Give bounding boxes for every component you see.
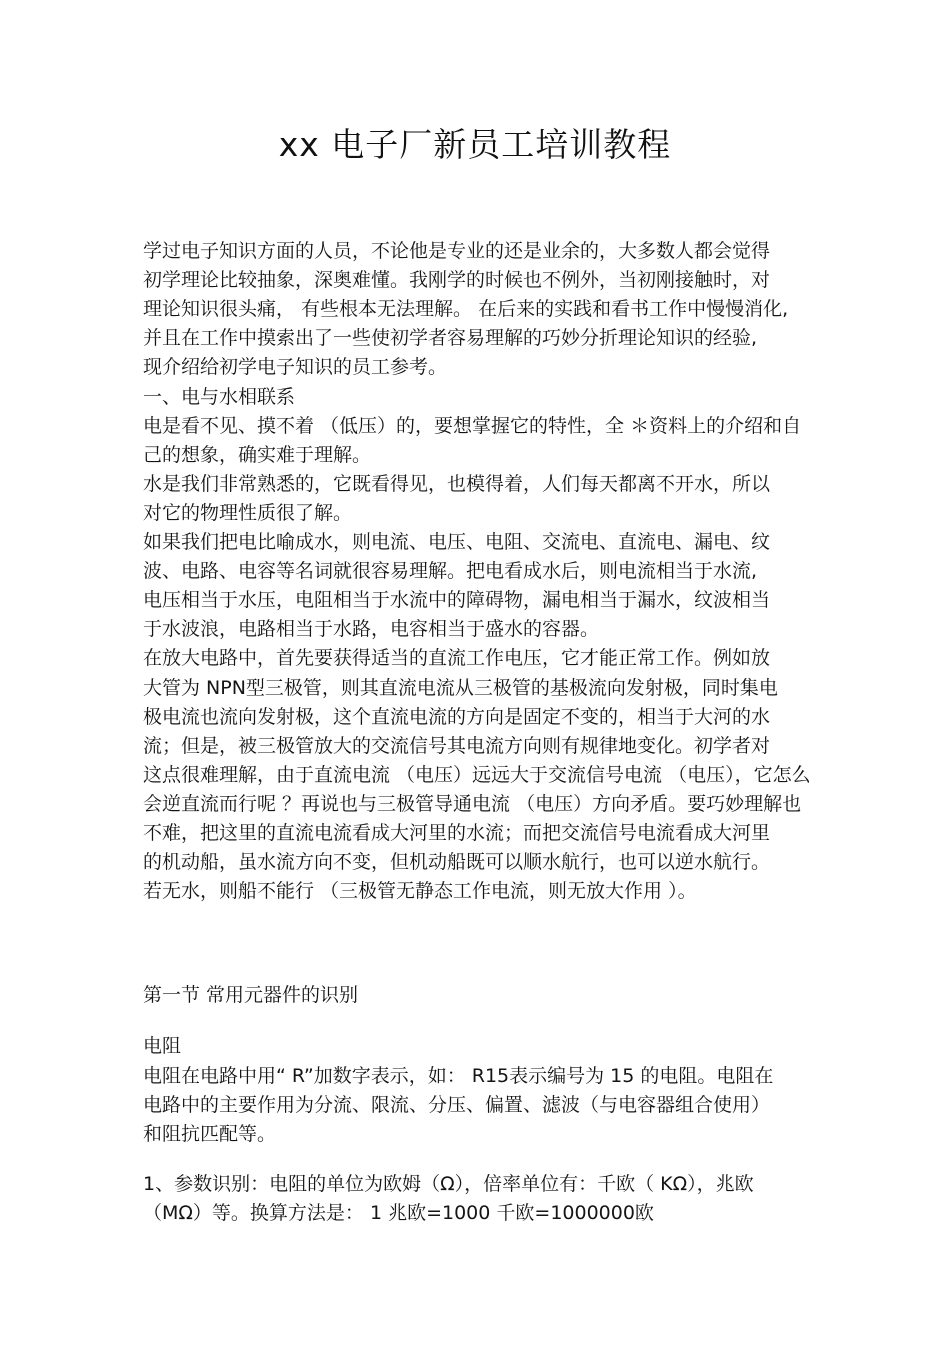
paragraph-line: 于水波浪，电路相当于水路，电容相当于盛水的容器。 <box>143 618 600 641</box>
paragraph-line: 和阻抗匹配等。 <box>143 1123 277 1145</box>
paragraph-line: 流；但是，被三极管放大的交流信号其电流方向则有规律地变化。初学者对 <box>143 734 771 757</box>
paragraph-line: 会逆直流而行呢 ？再说也与三极管导通电流 （电压）方向矛盾。要巧妙理解也 <box>143 792 802 815</box>
paragraph-line: 电路中的主要作用为分流、限流、分压、偏置、滤波（与电容器组合使用） <box>143 1094 771 1116</box>
paragraph-line: 电是看不见、摸不着 （低压）的，要想掌握它的特性，全 ＊资料上的介绍和自 <box>143 414 802 437</box>
paragraph-line: 1、参数识别：电阻的单位为欧姆（Ω），倍率单位有：千欧（ KΩ），兆欧 <box>143 1173 754 1195</box>
paragraph-line: 水是我们非常熟悉的，它既看得见，也模得着，人们每天都离不开水，所以 <box>143 472 771 495</box>
paragraph-line: 一、电与水相联系 <box>143 385 296 408</box>
paragraph-line: 电压相当于水压，电阻相当于水流中的障碍物，漏电相当于漏水，纹波相当 <box>143 589 771 612</box>
document-title: xx 电子厂新员工培训教程 <box>278 125 672 164</box>
paragraph-line: 对它的物理性质很了解。 <box>143 501 353 524</box>
paragraph-line: 在放大电路中，首先要获得适当的直流工作电压，它才能正常工作。例如放 <box>143 647 771 670</box>
paragraph-line: 这点很难理解，由于直流电流 （电压）远远大于交流信号电流 （电压），它怎么 <box>143 763 811 786</box>
paragraph-line: 如果我们把电比喻成水，则电流、电压、电阻、交流电、直流电、漏电、纹 <box>143 531 771 553</box>
paragraph-line: 并且在工作中摸索出了一些使初学者容易理解的巧妙分折理论知识的经验, <box>143 327 758 350</box>
paragraph-line: 学过电子知识方面的人员，不论他是专业的还是业余的，大多数人都会觉得 <box>143 240 771 262</box>
paragraph-line: 波、电路、电容等名词就很容易理解。把电看成水后，则电流相当于水流, <box>143 560 758 583</box>
resistor-heading: 电阻 <box>143 1035 182 1057</box>
paragraph-line: 不难，把这里的直流电流看成大河里的水流；而把交流信号电流看成大河里 <box>143 822 771 844</box>
paragraph-line: 初学理论比较抽象，深奥难懂。我刚学的时候也不例外，当初刚接触时，对 <box>143 269 771 292</box>
paragraph-line: 大管为 NPN型三极管，则其直流电流从三极管的基极流向发射极，同时集电 <box>143 676 778 699</box>
paragraph-line: 若无水，则船不能行 （三极管无静态工作电流，则无放大作用 ）。 <box>143 880 697 903</box>
paragraph-line: 现介绍给初学电子知识的员工参考。 <box>143 356 448 379</box>
paragraph-line: 电阻在电路中用“ R”加数字表示，如： R15表示编号为 15 的电阻。电阻在 <box>143 1065 774 1087</box>
section-heading: 第一节 常用元器件的识别 <box>143 984 359 1006</box>
paragraph-line: 极电流也流向发射极，这个直流电流的方向是固定不变的，相当于大河的水 <box>143 705 771 728</box>
paragraph-line: 理论知识很头痛， 有些根本无法理解。 在后来的实践和看书工作中慢慢消化, <box>143 298 789 321</box>
paragraph-line: （MΩ）等。换算方法是： 1 兆欧=1000 千欧=1000000欧 <box>143 1202 654 1224</box>
paragraph-line: 己的想象，确实难于理解。 <box>143 443 372 466</box>
paragraph-line: 的机动船，虽水流方向不变，但机动船既可以顺水航行，也可以逆水航行。 <box>143 851 771 874</box>
